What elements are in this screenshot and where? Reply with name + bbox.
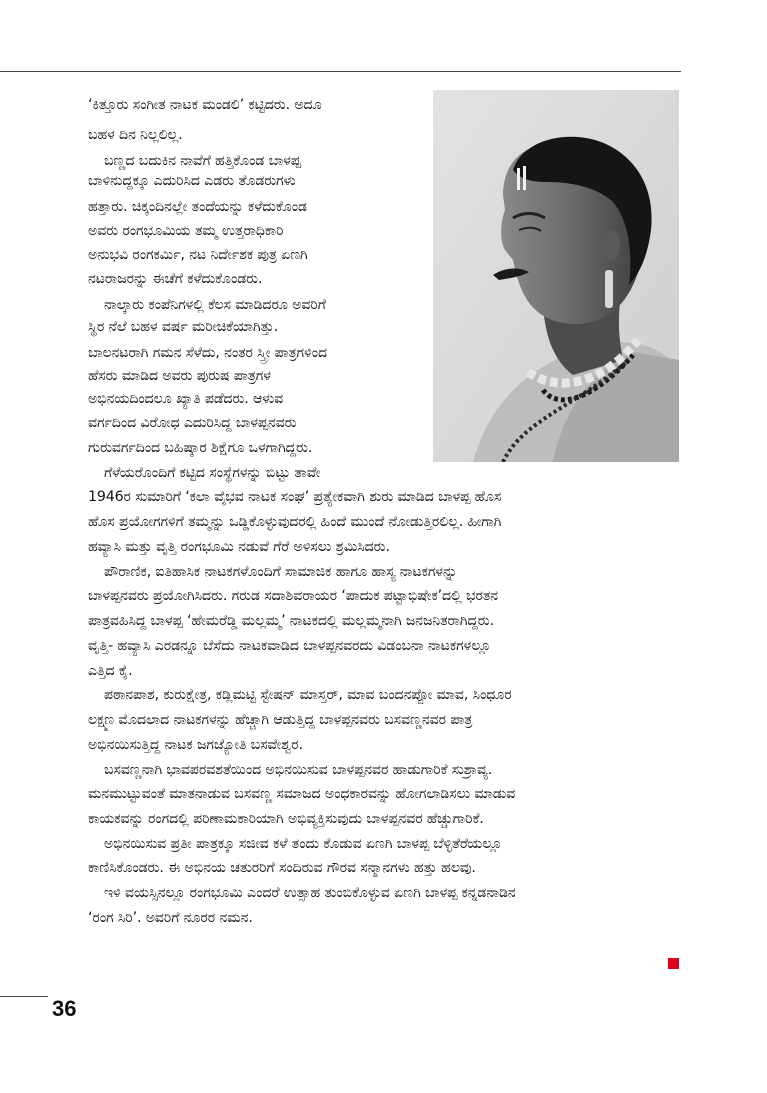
body-line: ಕಾಣಿಸಿಕೊಂಡರು. ಈ ಅಭಿನಯ ಚತುರರಿಗೆ ಸಂದಿರುವ ಗೌರವ ಸನ್ಮಾನಗಳು ಹತ್ತು ಹಲವು.	[88, 860, 476, 876]
body-line: ವರ್ಗದಿಂದ ವಿರೋಧ ಎದುರಿಸಿದ್ದ ಬಾಳಪ್ಪನವರು	[88, 415, 297, 431]
body-line: ಗೆಳೆಯರೊಂದಿಗೆ ಕಟ್ಟಿದ ಸಂಸ್ಥೆಗಳನ್ನು ಬಿಟ್ಟು ತಾವೇ	[104, 465, 321, 481]
body-line: ಹೊಸ ಪ್ರಯೋಗಗಳಿಗೆ ತಮ್ಮನ್ನು ಒಡ್ಡಿಕೊಳ್ಳುವುದರಲ್ಲಿ ಹಿಂದೆ ಮುಂದೆ ನೋಡುತ್ತಿರಲಿಲ್ಲ. ಹೀಗಾಗಿ	[88, 514, 502, 530]
body-line: ಬಾಲನಟರಾಗಿ ಗಮನ ಸೆಳೆದು, ನಂತರ ಸ್ತ್ರೀ ಪಾತ್ರಗಳಿಂದ	[88, 345, 327, 361]
body-line: ‘ಕಿತ್ತೂರು ಸಂಗೀತ ನಾಟಕ ಮಂಡಲಿ’ ಕಟ್ಟಿದರು. ಅದೂ	[88, 97, 322, 113]
body-line: ಮನಮುಟ್ಟುವಂತೆ ಮಾತನಾಡುವ ಬಸವಣ್ಣ ಸಮಾಜದ ಅಂಧಕಾರವನ್ನು ಹೋಗಲಾಡಿಸಲು ಮಾಡುವ	[88, 786, 516, 802]
body-line: ಬಾಳಿನುದ್ದಕ್ಕೂ ಎದುರಿಸಿದ ಎಡರು ತೊಡರುಗಳು	[88, 173, 296, 189]
body-line: ಪೌರಾಣಿಕ, ಐತಿಹಾಸಿಕ ನಾಟಕಗಳೊಂದಿಗೆ ಸಾಮಾಜಿಕ ಹಾಗೂ ಹಾಸ್ಯ ನಾಟಕಗಳನ್ನು	[104, 564, 458, 580]
body-line: ಅನುಭವಿ ರಂಗಕರ್ಮಿ, ನಟ ನಿರ್ದೇಶಕ ಪುತ್ರ ಏಣಗಿ	[88, 247, 308, 263]
body-line: ‘ರಂಗ ಸಿರಿ’. ಅವರಿಗೆ ನೂರರ ನಮನ.	[88, 910, 253, 926]
page-number: 36	[52, 996, 77, 1021]
body-line: ಅಭಿನಯಿಸುವ ಪ್ರತೀ ಪಾತ್ರಕ್ಕೂ ಸಜೀವ ಕಳೆ ತಂದು ಕೊಡುವ ಏಣಗಿ ಬಾಳಪ್ಪ ಬೆಳ್ಳಿತೆರೆಯಲ್ಲೂ	[104, 836, 503, 852]
body-line: ಹವ್ಯಾಸಿ ಮತ್ತು ವೃತ್ತಿ ರಂಗಭೂಮಿ ನಡುವೆ ಗೆರೆ ಅಳಿಸಲು ಶ್ರಮಿಸಿದರು.	[88, 539, 390, 555]
body-line: ಬಾಳಪ್ಪನವರು ಪ್ರಯೋಗಿಸಿದರು. ಗರುಡ ಸದಾಶಿವರಾಯರ ‘ಪಾದುಕ ಪಟ್ಟಾಭಿಷೇಕ’ದಲ್ಲಿ ಭರತನ	[88, 588, 498, 604]
body-line: ಅಭಿನಯದಿಂದಲೂ ಖ್ಯಾತಿ ಪಡೆದರು. ಆಳುವ	[88, 391, 284, 407]
body-line: ಬಸವಣ್ಣನಾಗಿ ಭಾವಪರವಶತೆಯಿಂದ ಅಭಿನಯಿಸುವ ಬಾಳಪ್ಪನವರ ಹಾಡುಗಾರಿಕೆ ಸುಶ್ರಾವ್ಯ.	[104, 762, 493, 778]
portrait-photo	[433, 90, 679, 462]
body-line: ಅಭಿನಯಿಸುತ್ತಿದ್ದ ನಾಟಕ ಜಗಜ್ಯೋತಿ ಬಸವೇಶ್ವರ.	[88, 737, 304, 753]
body-line: ಸ್ಥಿರ ನೆಲೆ ಬಹಳ ವರ್ಷ ಮರೀಚಿಕೆಯಾಗಿತ್ತು.	[88, 319, 279, 335]
body-line: ಪಠಾನಪಾಶ, ಕುರುಕ್ಷೇತ್ರ, ಕಡ್ಲಿಮಟ್ಟಿ ಸ್ಟೇಷನ್ ಮಾಸ್ತರ್, ಮಾವ ಬಂದನಪ್ಪೋ ಮಾವ, ಸಿಂಧೂರ	[104, 687, 512, 703]
body-line: ಲಕ್ಷ್ಮಣ ಮೊದಲಾದ ನಾಟಕಗಳನ್ನು ಹೆಚ್ಚಾಗಿ ಆಡುತ್ತಿದ್ದ ಬಾಳಪ್ಪನವರು ಬಸವಣ್ಣನವರ ಪಾತ್ರ	[88, 712, 473, 728]
footer-rule	[0, 996, 48, 997]
body-line: ನಾಲ್ಕಾರು ಕಂಪೆನಿಗಳಲ್ಲಿ ಕೆಲಸ ಮಾಡಿದರೂ ಅವರಿಗೆ	[104, 297, 326, 313]
body-line: ವೃತ್ತಿ- ಹವ್ಯಾಸಿ ಎರಡನ್ನೂ ಬೆಸೆದು ನಾಟಕವಾಡಿದ ಬಾಳಪ್ಪನವರದು ವಿಡಂಬನಾ ನಾಟಕಗಳಲ್ಲೂ	[88, 638, 491, 654]
body-line: ಎತ್ತಿದ ಕೈ.	[88, 663, 133, 679]
body-line: ಗುರುವರ್ಗದಿಂದ ಬಹಿಷ್ಕಾರ ಶಿಕ್ಷೆಗೂ ಒಳಗಾಗಿದ್ದರು.	[88, 440, 313, 456]
top-rule	[0, 71, 681, 72]
body-line: ನಟರಾಜರನ್ನು ಈಚೆಗೆ ಕಳೆದುಕೊಂಡರು.	[88, 271, 263, 287]
body-line: 1946ರ ಸುಮಾರಿಗೆ ‘ಕಲಾ ವೈಭವ ನಾಟಕ ಸಂಘ’ ಪ್ರತ್ಯೇಕವಾಗಿ ಶುರು ಮಾಡಿದ ಬಾಳಪ್ಪ ಹೊಸ	[88, 489, 502, 505]
body-line: ಬಣ್ಣದ ಬದುಕಿನ ನಾವೆಗೆ ಹತ್ತಿಕೊಂಡ ಬಾಳಪ್ಪ	[104, 153, 301, 169]
body-line: ಬಹಳ ದಿನ ನಿಲ್ಲಲಿಲ್ಲ.	[88, 127, 183, 143]
body-line: ಅವರು ರಂಗಭೂಮಿಯ ತಮ್ಮ ಉತ್ತರಾಧಿಕಾರಿ	[88, 223, 284, 239]
body-line: ಹೆಸರು ಮಾಡಿದ ಅವರು ಪುರುಷ ಪಾತ್ರಗಳ	[88, 368, 271, 384]
end-mark-square	[668, 958, 679, 969]
body-line: ಕಾಯಕವನ್ನು ರಂಗದಲ್ಲಿ ಪರಿಣಾಮಕಾರಿಯಾಗಿ ಅಭಿವ್ಯಕ್ತಿಸುವುದು ಬಾಳಪ್ಪನವರ ಹೆಚ್ಚುಗಾರಿಕೆ.	[88, 811, 484, 827]
body-line: ಹತ್ತಾರು. ಚಿಕ್ಕಂದಿನಲ್ಲೇ ತಂದೆಯನ್ನು ಕಳೆದುಕೊಂಡ	[88, 199, 307, 215]
body-line: ಪಾತ್ರವಹಿಸಿದ್ದ ಬಾಳಪ್ಪ ‘ಹೇಮರೆಡ್ಡಿ ಮಲ್ಲಮ್ಮ’ ನಾಟಕದಲ್ಲಿ ಮಲ್ಲಮ್ಮನಾಗಿ ಜನಜನಿತರಾಗಿದ್ದರು.	[88, 613, 495, 629]
body-line: ಇಳಿ ವಯಸ್ಸಿನಲ್ಲೂ ರಂಗಭೂಮಿ ಎಂದರೆ ಉತ್ಸಾಹ ತುಂಬಿಕೊಳ್ಳುವ ಏಣಗಿ ಬಾಳಪ್ಪ ಕನ್ನಡನಾಡಿನ	[104, 885, 516, 901]
